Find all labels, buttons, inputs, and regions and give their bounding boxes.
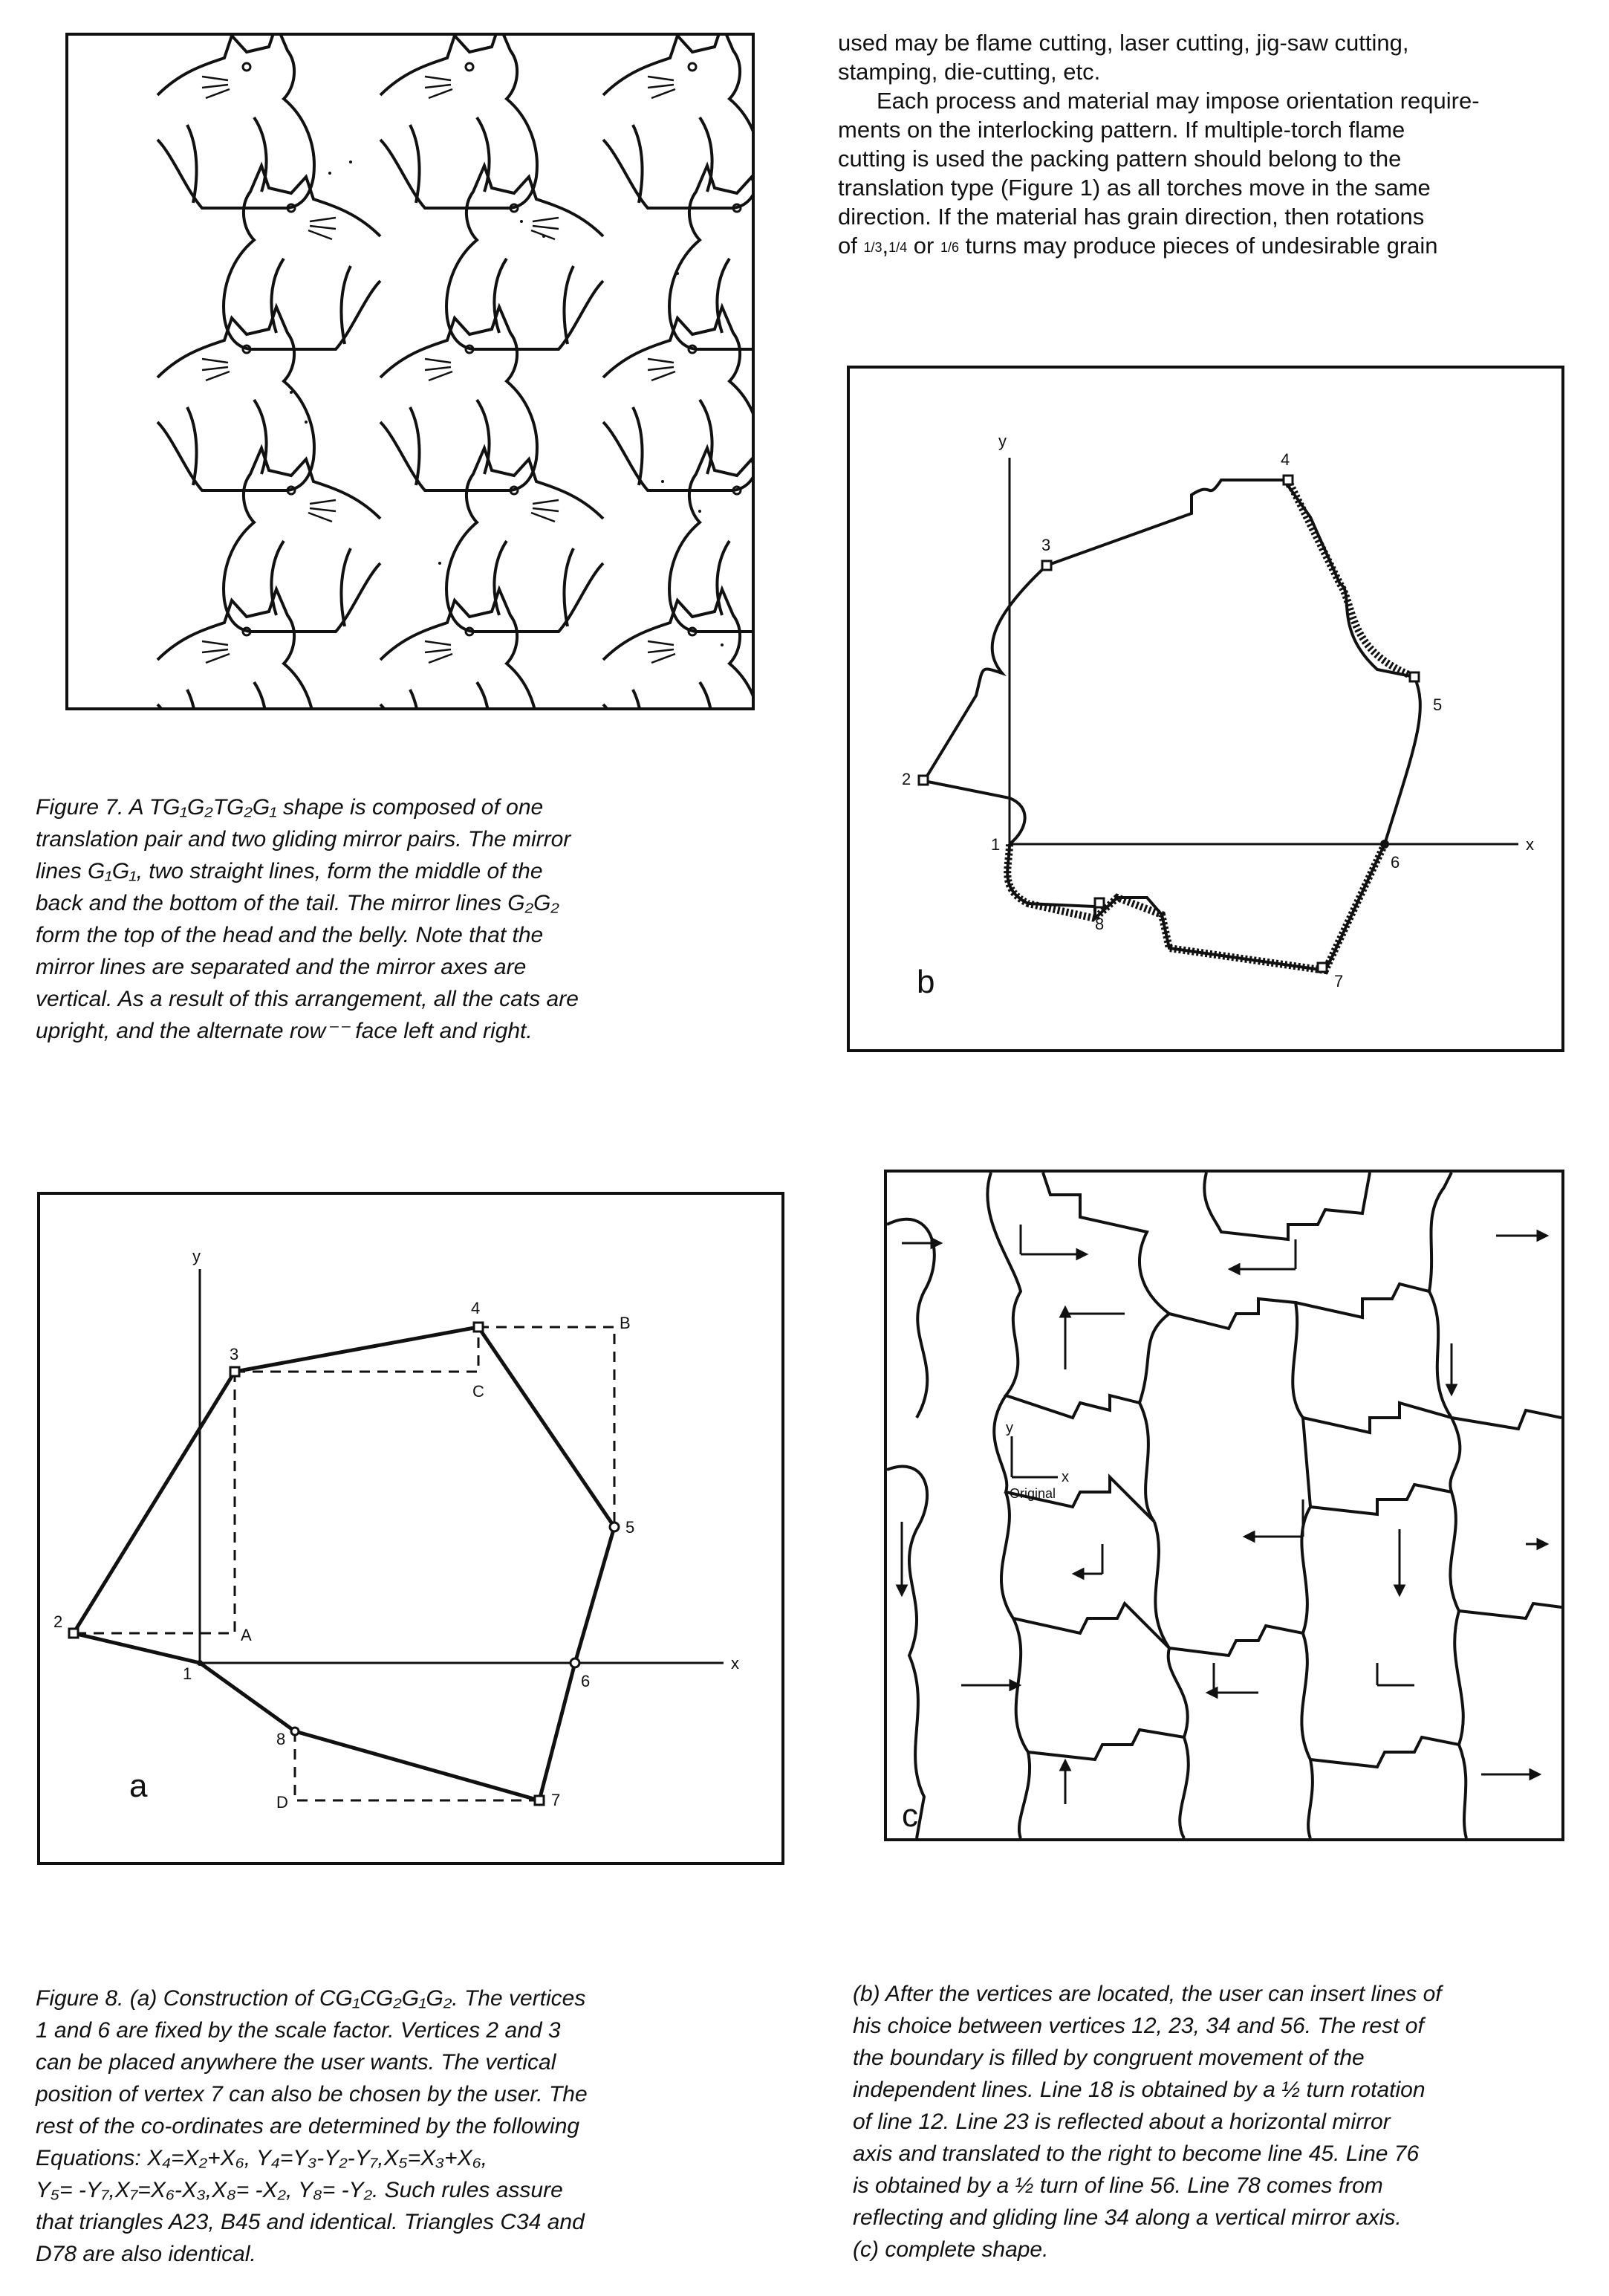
caption-line: reflecting and gliding line 34 along a vertical mirror axis. <box>853 2205 1402 2230</box>
caption-line: Figure 8. (a) Construction of CG₁CG₂G₁G₂. The vertices <box>36 1986 586 2011</box>
c-y-label: y <box>1006 1420 1013 1436</box>
body-line: stamping, die-cutting, etc. <box>838 59 1101 85</box>
body-line: ments on the interlocking pattern. If multiple-torch flame <box>838 117 1405 143</box>
caption-line: vertical. As a result of this arrangement, all the cats are <box>36 987 579 1011</box>
text-or: or <box>913 233 934 259</box>
diagram-b-box <box>847 366 1564 1052</box>
caption-line: lines G₁G₁, two straight lines, form the middle of the <box>36 859 543 883</box>
a-x-label: x <box>731 1654 739 1673</box>
c-original-label: Original <box>1010 1486 1056 1501</box>
fraction-quarter: 1/4 <box>888 239 908 255</box>
caption-line: back and the bottom of the tail. The mirror lines G₂G₂ <box>36 891 559 915</box>
a-helper-B: B <box>620 1314 631 1332</box>
b-y-label: y <box>998 432 1007 450</box>
a-helper-A: A <box>241 1626 252 1644</box>
body-line: translation type (Figure 1) as all torches move in the same <box>838 175 1431 201</box>
a-vertex-5: 5 <box>625 1518 635 1537</box>
b-x-label: x <box>1526 835 1534 854</box>
b-vertex-4: 4 <box>1281 450 1290 469</box>
a-helper-D: D <box>276 1793 288 1812</box>
cat-tessellation-illustration <box>68 36 752 707</box>
diagram-c-box <box>884 1170 1564 1841</box>
c-original-axes <box>1006 1420 1069 1501</box>
a-vertex-6: 6 <box>581 1672 591 1690</box>
b-panel-label: b <box>917 964 935 1000</box>
a-vertex-4: 4 <box>471 1299 481 1317</box>
a-vertex-1: 1 <box>183 1664 192 1683</box>
b-vertex-8: 8 <box>1095 915 1105 933</box>
diagram-a <box>40 1195 781 1862</box>
text-suffix: turns may produce pieces of undesirable grain <box>965 233 1438 259</box>
a-y-label: y <box>192 1247 201 1265</box>
a-vertex-7: 7 <box>551 1791 561 1809</box>
caption-line: mirror lines are separated and the mirror axes are <box>36 955 527 979</box>
b-vertex-1: 1 <box>991 835 1001 854</box>
caption-line: Equations: X₄=X₂+X₆, Y₄=Y₃-Y₂-Y₇,X₅=X₃+X₆, <box>36 2146 488 2170</box>
b-tile-outline <box>924 480 1420 970</box>
a-vertex-3: 3 <box>230 1345 239 1363</box>
b-vertex-3: 3 <box>1041 536 1051 554</box>
caption-line: (c) complete shape. <box>853 2237 1049 2262</box>
diagram-a-box <box>37 1192 784 1865</box>
body-line: used may be flame cutting, laser cutting, jig-saw cutting, <box>838 30 1409 56</box>
caption-line: form the top of the head and the belly. Note that the <box>36 923 544 947</box>
body-text-top <box>838 28 1581 260</box>
c-x-label: x <box>1062 1469 1069 1485</box>
a-helper-C: C <box>472 1382 484 1401</box>
diagram-b <box>850 369 1561 1049</box>
fraction-third: 1/3 <box>863 239 882 255</box>
caption-line: his choice between vertices 12, 23, 34 and 56. The rest of <box>853 2014 1424 2038</box>
caption-line: the boundary is filled by congruent movement of the <box>853 2046 1365 2070</box>
cat-row <box>157 36 752 208</box>
body-line: cutting is used the packing pattern should belong to the <box>838 146 1402 172</box>
figure8-caption-left <box>36 1982 808 2270</box>
caption-line: translation pair and two gliding mirror pairs. The mirror <box>36 827 571 852</box>
caption-line: Y₅= -Y₇,X₇=X₆-X₃,X₈= -X₂, Y₈= -Y₂. Such rules assure <box>36 2178 563 2202</box>
b-vertex-5: 5 <box>1433 695 1443 714</box>
a-panel-label: a <box>129 1768 148 1804</box>
caption-line: is obtained by a ½ turn of line 56. Line 78 comes from <box>853 2173 1383 2198</box>
b-vertex-2: 2 <box>902 770 911 788</box>
caption-line: 1 and 6 are fixed by the scale factor. Vertices 2 and 3 <box>36 2018 561 2043</box>
b-vertex-7: 7 <box>1334 972 1344 990</box>
caption-line: upright, and the alternate row⁻⁻ face left and right. <box>36 1019 533 1043</box>
caption-line: (b) After the vertices are located, the user can insert lines of <box>853 1982 1442 2006</box>
caption-line: position of vertex 7 can also be chosen by the user. The <box>36 2082 588 2107</box>
b-vertex-6: 6 <box>1391 853 1400 872</box>
figure7-cat-tessellation <box>65 33 755 710</box>
body-line: direction. If the material has grain direction, then rotations <box>838 204 1425 230</box>
caption-line: D78 are also identical. <box>36 2242 256 2266</box>
b-hatched-segment <box>1288 480 1414 677</box>
figure7-caption <box>36 791 779 1047</box>
a-octagon <box>74 1327 614 1800</box>
body-line: Each process and material may impose orientation require- <box>877 88 1480 114</box>
caption-line: Figure 7. A TG₁G₂TG₂G₁ shape is composed of one <box>36 795 544 820</box>
diagram-c <box>887 1173 1561 1838</box>
caption-line: that triangles A23, B45 and identical. Triangles C34 and <box>36 2210 585 2234</box>
a-vertex-8: 8 <box>276 1730 286 1748</box>
caption-line: rest of the co-ordinates are determined by the following <box>36 2114 580 2138</box>
caption-line: of line 12. Line 23 is reflected about a horizontal mirror <box>853 2109 1391 2134</box>
caption-line: independent lines. Line 18 is obtained by a ½ turn rotation <box>853 2078 1426 2102</box>
c-panel-label: c <box>902 1797 918 1834</box>
caption-line: axis and translated to the right to become line 45. Line 76 <box>853 2141 1420 2166</box>
a-vertex-2: 2 <box>53 1612 63 1631</box>
text-of: of <box>838 233 857 259</box>
figure8-caption-right <box>853 1978 1596 2266</box>
body-line-fractions: of 1/3,1/4 or 1/6 turns may produce pieces of undesirable grain <box>838 233 1438 259</box>
caption-line: can be placed anywhere the user wants. The vertical <box>36 2050 556 2075</box>
fraction-sixth: 1/6 <box>940 239 960 255</box>
